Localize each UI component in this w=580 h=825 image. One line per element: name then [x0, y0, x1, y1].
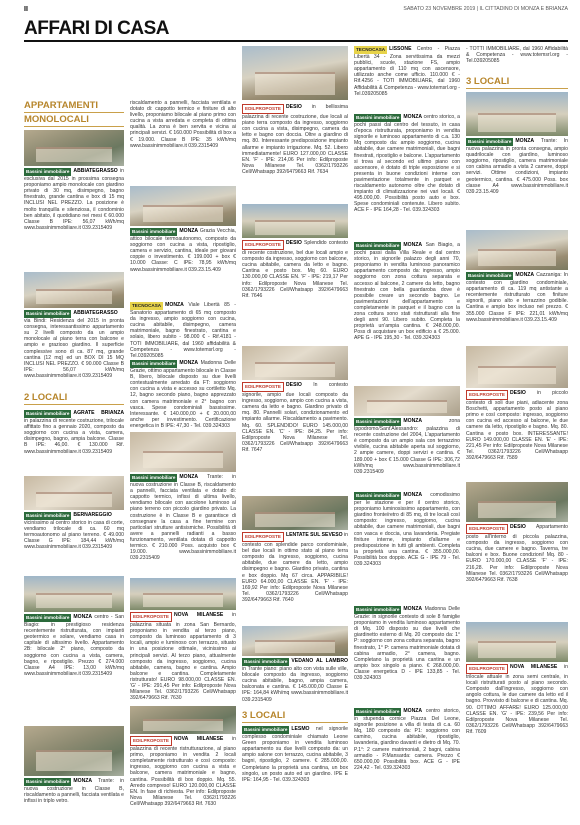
- listing-location: DESIO: [286, 382, 302, 388]
- listing-text: [242, 104, 348, 175]
- listing-body: Viale Libertà 85 - Sanatorio appartamento di 65 mq composto da ingresso, ampio soggiorno con cucina, cucina abitabile, disimpegno, camera matrimoniale, bagno finestrato, cantina e solaio, libero subito - 98.000 € - Rif.4181 - TOTI IMMOBILIARE, dal 1960 affidabilità & Competenza - www.totemsrl.org - Tel.039205085: [130, 302, 236, 359]
- listing: [466, 230, 568, 323]
- bassini-logo: Bassini immobiliare: [24, 778, 71, 786]
- bassini-logo: Bassini immobiliare: [354, 606, 401, 614]
- listing-location: AGRATE BRIANZA: [73, 410, 124, 416]
- listing: [354, 606, 460, 681]
- listing-text: [466, 664, 568, 735]
- edilproposte-logo: EDILPROPOSTE: [130, 736, 172, 746]
- listing: [130, 302, 236, 359]
- listing: [24, 726, 124, 804]
- listing-body: In contesto signorile, ampio due locali composto da ingresso, soggiorno, ampio con cucina a vista, camera da letto e bagno. Giardino privato di mq. 80. Pannelli solari, condizionamento ed impianto allarme. Riscaldamento a pavimento. Mq. 60. SPLENDIDO! EURO 145.000,00 CLASSE EN. 'C' - IPE: 84,25. Per info: Edilproposte Nova Milanese Tel. 0362/1793226 Cell/Whatsapp 392/6479663 Rif. 7647: [242, 382, 349, 453]
- section-3-locali: 3 LOCALI: [466, 76, 568, 89]
- listing: [466, 346, 568, 461]
- bassini-logo: Bassini immobiliare: [354, 418, 401, 426]
- tecnocasa-logo: TECNOCASA: [130, 302, 163, 310]
- listing-photo: [130, 706, 236, 734]
- listing-location: MONZA: [73, 778, 93, 784]
- column-3: [242, 46, 348, 818]
- listing-text: [24, 778, 124, 804]
- listing-body: in Trante piano: piano alto con vista sulle ville, bilocale composto da ingresso, soggiorno cucina abitabile, bagno, ampia camera, balconata e cantina. € 145.000,00 Classe E IPE: 164,84 kWh/mq www.bassinimmobiliare.it 039.2315409: [242, 666, 348, 703]
- listing-location: MONZA: [179, 360, 199, 366]
- listing-body: San Biagio, a pochi passi dalla Villa Reale e dal centro storico, in signorile palazzo degli anni 70, proponiamo in vendita luminoso panoramico appartamento composto da: ingresso, ampio soggiorno con zona cottura separata e accesso al balcone, 2 camere da letto, bagno finestrato con bella guardaroba dove è possibile creare un secondo bagno. Le pavimentazioni dell'appartamento e completamente in parquet e il bagno con la zona cottura sono stati ristrutturati alla fine degli anni 90. Libero subito. Completa la proprietà un'ampia cantina. € 248.000,00. Poss di acquistare un box edificio a € 25.000. APE G - IPE 195,30 - Tel. 039.324303: [354, 242, 460, 342]
- section-2-locali: 2 LOCALI: [24, 392, 124, 405]
- listing-location: MONZA: [165, 302, 184, 308]
- column-1: [24, 46, 124, 818]
- listing-photo: [466, 622, 568, 662]
- listing: [242, 726, 348, 783]
- listing-location: DESIO: [510, 524, 526, 530]
- listing-body: riscaldamento a pannelli, facciata ventilata e dotato di: cappotto termico e finiture di alto livello, proponiamo bilocale al piano primo con cucina a vista arredata e completa di ottima qualità. La zona è ben servita e vicina ai principali servizi. € 160.000 Possibilità di box a € 19.000. Classe B IPE: 35 kWh/mq www.bassinimmobiliare.it 039.2315409: [130, 100, 236, 149]
- listing: [354, 242, 460, 342]
- listing-photo: [354, 386, 460, 416]
- listing-location: DESIO: [286, 240, 302, 246]
- bassini-logo: Bassini immobiliare: [466, 272, 513, 280]
- listing-body: Centro - Piazza Libertà 34 - Zona servitissima da mezzi pubblici, scuole, stazione FS, ampio appartamento di 110 mq con ascensore, utilizzato anche come ufficio. 110.000 € - Rif.4256 - TOTI IMMOBILIARE, dal 1960 Affidabilità & Competenza - www.totemsrl.org - Tel.039205085: [354, 46, 460, 97]
- section-3-locali: 3 LOCALI: [242, 710, 348, 723]
- listing-body: in bellissima palazzina di recente costruzione, due locali al piano terra composto da ingresso, soggiorno con cucina a vista, disimpegno, camera da letto e bagno con doccia. Oltre a giardino di mq. 80. Interessante predisposizione impianto allarme e impianto irrigazione. Mq. 52. Libero immediatamente! EURO 127.000,00 CLASSE EN. 'F' - IPE: 214,06 Per info: Edilproposte Nova Milanese Tel. 0362/1793226 Cell/Whatsapp 392/6479663 Rif. 7634: [242, 104, 348, 175]
- listing-text: [354, 606, 460, 681]
- listing-text: [24, 410, 124, 455]
- listing-photo: [24, 726, 124, 776]
- listing-photo: [466, 230, 568, 270]
- listing-text: [354, 708, 460, 771]
- listing-body: nel signorile complesso condominiale chiamato Leone Green proponiamo in vendita luminoso appartamento su due livelli composto da: un ampio salone con terrazzo, cucina abitabile, 3 bagni, ripostiglio, 2 camere. € 285.000,00. Completano la proprietà una cantina, un box singolo, un posto auto ed un giardino. IPE E IPE: 164,95 - Tel. 039.324303: [242, 726, 349, 783]
- listing: [242, 46, 348, 100]
- edilproposte-logo: EDILPROPOSTE: [466, 524, 508, 534]
- listing: [242, 626, 348, 703]
- tecnocasa-logo: TECNOCASA: [354, 46, 387, 54]
- listing: [130, 100, 236, 149]
- bassini-logo: Bassini immobiliare: [354, 242, 401, 250]
- listing: [130, 706, 236, 807]
- listing-body: vicinissimo al centro storico in casa di corte, vendiamo trilocale di ca. 60 mq termoautonomo al piano terreno. € 49.000 Classe G IPE: 184,44 kWh/mq www.bassinimmobiliare.it 039.2315409: [24, 520, 124, 551]
- listing-body: centro storico, a pochi passi dal centro del tessuto, in casa d'epoca ristrutturata, proponiamo in vendita signorile e luminoso appartamento di c.a. 130 Mq composto da: ampio soggiorno, cucina abitabile, due camere matrimoniali, due bagni finestrati, ripostiglio e balcone. L'appartamento si trova al secondo ed ultimo piano con ascensore, è dotato di triple esposizione e si presenta in buone condizioni interne con pavimentazione totalmente in parquet e riscaldamento autonomo oltre che dotato di impianto di climatizzazione nei vari locali. € 495.000,00. Possibilità posto auto e box. Spese condominiali contenute. Libero subito. ACE F - IPE 164,28 - Tel. 039.324303: [354, 114, 460, 214]
- listing-photo: [242, 626, 348, 656]
- newspaper-name: IL CITTADINO DI MONZA E BRIANZA: [479, 6, 568, 12]
- listing: [130, 578, 236, 701]
- listing-body: Madonna Delle Grazie: in signorile contesto di sole 8 famiglie proponiamo in vendita luminoso appartamento di Mq. 100 disposto su due livelli che giardinetto esterno di Mq. 20 composto da: 1° P: soggiorno con zona cottura separata, bagno finestrato, 1° P: camera matrimoniale dotata di cabina armadio, 2° camera, bagno. Completano la proprietà una cantina e un ampio box singolo a piano. € 268.000,00. Classe energetica D - IPE 133,85 - Tel. 039.324303: [354, 606, 460, 682]
- listing-location: MONZA: [403, 418, 423, 424]
- listing-text: [354, 242, 460, 342]
- listing: [242, 204, 348, 299]
- listing-text: [354, 492, 460, 567]
- listing: [354, 386, 460, 475]
- listing-location: NOVA MILANESE: [174, 736, 224, 742]
- listing-text: [130, 100, 236, 149]
- listing-location: MONZA: [403, 114, 423, 120]
- listing: [24, 476, 124, 551]
- listing: [354, 492, 460, 567]
- listing-body: in contesto con splendide parco condominiale, bel due locali in ottimo stato al piano terra composto da ingresso, soggiorno, cucina abitabile, due camere da letto, ampio disimpegno e bagno. Giardino privato, cantina e box doppio. Mq 67 circa. APPARIBILE! EURO 64.000,00 CLASSE EN. 'F' - IPE: 169,92 Per info: Edilproposte Nova Milanese Tel. 0362/1793226 Cell/Whatsapp 392/6479663 Rif. 7640: [242, 532, 348, 603]
- listing-body: Trante: in nuova costruzione in Classe B, riscaldamento a pannelli, facciata ventilata e dotato di: cappotto termico, infissi di ultima livello, vendiamo bilocale con ascolone luminoso al piano terreno con piccolo giardino privato. La costruzione è in Classe B e garantisce di consegnare la casa a fine termine con particolari strutture antisismiche. Possibilità di avere a pannelli radianti a basso funzionamento, ventilata dotata di cappotto termico. € 210.000 Poss. acquisto box € 19.000. www.bassinimmobiliare.it 039.2315409: [130, 474, 236, 562]
- listing-body: comodissimo per le stazione e per il centro storico, proponiamo luminosissimo appartamento, con giardino fronte/retro di 85 mq, di tre locali così composto: ingresso, soggiorno, cucina abitabile, due camere matrimoniali, due bagni con vasca e doccia, una lavanderia. Pregiate finiture interne, impianto d'allarme e predisposizione in tutti gli ambienti. Completa la proprietà una cantina. € 355.000,00. Possibilità box doppio. ACE G - IPE 79 - Tel. 039.324303: [354, 492, 460, 568]
- listing: [354, 708, 460, 771]
- bassini-logo: Bassini immobiliare: [24, 168, 71, 176]
- listing-body: Cazzaniga: In contesto con giardino condominiale, appartamento di ca. 119 mq antistante a recentemente ristrutturato con finiture signorili, piano alto e terrazzino godibile. Cantina e ampio box incluso nel prezzo. € 355.000 Classe F IPE: 221,01 kWh/mq www.bassinimmobiliare.it 039.23.15.409: [466, 272, 568, 323]
- listing-body: Appartamento posto all'interno di piccola palazzina, composto da ingresso, soggiorno con cucina, due camere e bagno. Taverna, tre balconi e box. Buone condizioni! Mq. 80 - EURO 170.000,00 CLASSE 'F' - IPE: 216,28. Per info: Edilproposte Nova Milanese Tel. 0362/1793226 Cell/Whatsapp 392/6479663 Rif. 7638: [466, 524, 568, 583]
- listing-text: [130, 736, 236, 807]
- listing: [242, 346, 348, 453]
- listing: [242, 104, 348, 175]
- listing-body: Trante: In nuova palazzina in pronta consegna, ampio quadrilocale con giardino, luminoso soggiorno, ripostiglio, camera matrimoniale con cabina armadio a vista 2 camere, doppi servizi. Ottime condizioni, impianto geotermico, cantina. € 475.000 Poss. box classe A4 www.bassinimmobiliare.it 039.23.15.409: [466, 138, 568, 195]
- bassini-logo: Bassini immobiliare: [24, 614, 71, 622]
- listing-text: [466, 138, 568, 195]
- listing-text: [24, 512, 124, 551]
- listing-body: Grazia Vecchia, attico bilocale termoautonomo, composto da soggiorno con cucina a vista, ripostiglio, camera e servizio, cantina, ideale per giovani coppie o investimento. € 199.000 + box € 10.000 Classe: C IPE: 78,95 kWh/mq www.bassinimmobiliare.it 039.23.15.409: [130, 228, 236, 273]
- listing-location: MONZA: [179, 474, 199, 480]
- listing-body: - TOTTI IMMOBILIARE, dal 1960 Affidabilità & Competenza - www.totemsrl.org - Tel.039205085: [466, 46, 568, 65]
- bassini-logo: Bassini immobiliare: [24, 512, 71, 520]
- listing-location: DESIO: [286, 104, 302, 110]
- listing-location: LESMO: [291, 726, 310, 732]
- listing-photo: [466, 482, 568, 522]
- listing: [466, 622, 568, 735]
- listing-body: centro - San Biagio: in prestigioso residenza recentemente ristrutturata, con impianti geotermico e solare, vendiamo casa in capitale di altissimo livello. Appartamento 2B: bilocale 2° piano, composto da soggiorno con cucina a vista, camera, bagno, e ripostiglio. Prezzo € 274.000 Classe A4 IPE: 13,00 kWh/mq www.bassinimmobiliare.it 039.2315409: [24, 614, 124, 677]
- listing-location: MONZA: [403, 606, 423, 612]
- listing-location: MONZA: [179, 228, 199, 234]
- listing-body: Madonna Delle Grazie, ottimo appartamento bilocale in Classe B, libero, bilocale disposto su due livelli contestualmente arredato da FT: soggiorno con cucina a vista e accesso su cortiletto Mq. 12, bagno secondo piano, bagno apprezzato con camera matrimoniale e 2° bagno con vasca. Spese condominiali bassissime. Interessante. € 140.000,00 + € 20.000,00 anche per investimento. Certificazione energetica in B IPE: 47,30 - Tel. 039.324303: [130, 360, 236, 429]
- bassini-logo: Bassini immobiliare: [130, 360, 177, 368]
- listing: [466, 46, 568, 64]
- listing: [354, 114, 460, 214]
- listing-location: LISSONE: [389, 46, 412, 52]
- listing-text: [466, 272, 568, 323]
- listing-body: in esclusiva dal 2015 in prossima consegna proponiamo ampio monolocale con giardino privato di 30 mq, disimpegno, bagno finestrato, grande cantina e box di 15 mq INCLUSI NEL PREZZO. La posizione è molto tranquilla e silenziosa, il condominio ben abitato, il quotidiano nei mesi € 60.000 Classe B IPE: 56,07 kWh/mq www.bassinimmobiliare.it 039.2315409: [24, 168, 124, 231]
- listing-photo: [24, 576, 124, 612]
- page-body: [24, 46, 568, 818]
- bassini-logo: Bassini immobiliare: [466, 138, 513, 146]
- listing-location: MONZA: [403, 708, 423, 714]
- listing-text: [130, 228, 236, 273]
- bassini-logo: Bassini immobiliare: [354, 492, 401, 500]
- listing: [24, 130, 124, 231]
- edilproposte-logo: EDILPROPOSTE: [242, 240, 284, 250]
- listing-location: ABBIATEGRASSO: [73, 310, 118, 316]
- listing-location: MONZA: [515, 272, 535, 278]
- listing-body: centro storico, in stupenda cornice Piazza Del Leone, signorile posizione a villa di testa di c.a. 60 Mq, 180 composto da: P1: soggiorno con camino, cucina abitabile, ripostiglio, lavanderia, giardino davanti e dietro di Mq. 70. P.1°: 2 camere matrimoniali, 2 bagni, cabina armadio - P.Mansarda: camera. Prezzo € 650.000,00 Possibilità box. ACE G - IPE 224,42 - Tel. 039.324303: [354, 708, 460, 771]
- listing-photo: [130, 186, 236, 226]
- listing-text: [354, 114, 460, 214]
- listing-text: [466, 524, 568, 583]
- listing: [242, 496, 348, 603]
- header-rule: [24, 40, 568, 42]
- listing-location: MONZA: [73, 614, 93, 620]
- bassini-logo: Bassini immobiliare: [24, 310, 71, 318]
- edilproposte-logo: EDILPROPOSTE: [466, 390, 508, 400]
- listing: [466, 482, 568, 583]
- listing-location: NOVA MILANESE: [174, 612, 224, 618]
- listing-body: in trilocale attuale in zona semi centrale, in locali ristrutturati posto al piano secondo. Composto dall'ingresso, soggiorno con angolo cottura, le due camere da letto ed il bagno. Provvisto di balcone e di cantina. Mq. 90. OTTIMO AFFARE! EURO 125.000,00 CLASSE EN. 'G' - IPE: 239,56 Per info: Edilproposte Nova Milanese Tel. 0362/1793226 Cell/Whatsapp 392/6479663 Rif. 7609: [466, 664, 568, 735]
- listing-text: [24, 614, 124, 677]
- bassini-logo: Bassini immobiliare: [24, 410, 71, 418]
- listing-text: [24, 310, 124, 379]
- listing-photo: [242, 346, 348, 380]
- date: SABATO 23 NOVEMBRE 2019: [403, 6, 476, 12]
- listing-text: [354, 46, 460, 97]
- listing-location: MONZA: [403, 242, 423, 248]
- edilproposte-logo: EDILPROPOSTE: [242, 104, 284, 114]
- listing-body: zona Ippodromo/Sant'Alessandro: palazzina di recente costruzione del 2004, L'appartamento è composto da un ampio sala con terrazzino vivibile, cucina abitabile aperta sul soggiorno, 2 ampie camere, doppi servizi e cantina. € 189.000 + box € 15.000 Classe G IPE: 306,72 kWh/mq www.bassinimmobiliare.it 039.2315409: [354, 418, 460, 475]
- listing: [130, 186, 236, 273]
- listing-text: [242, 240, 348, 299]
- listing-body: Splendido contesto di recente costruzione, bel due locali ampio e composto da ingresso, soggiorno con balcone, cucina abitabile, camera da letto e bagno. Cantina e posto box. Mq 60. EURO 130.000,00 CLASSE EN. 'F' - IPE: 219,17 Per info: Edilproposte Nova Milanese Tel. 0362/1793226 Cell/Whatsapp 392/6479663 Rif. 7646: [242, 240, 348, 299]
- listing: [24, 410, 124, 455]
- listing: [354, 46, 460, 97]
- listing: [24, 576, 124, 677]
- listing-text: [242, 382, 348, 453]
- listing-text: [130, 474, 236, 561]
- listing-photo: [24, 130, 124, 166]
- bassini-logo: Bassini immobiliare: [354, 708, 401, 716]
- listing-text: [24, 168, 124, 231]
- listing: [130, 360, 236, 429]
- edilproposte-logo: EDILPROPOSTE: [242, 532, 284, 542]
- listing-body: in palazzina situata in zona San Bernardo, proponiamo in vendita al terzo piano, composto da luminoso appartamento di 3 locali, ampio e luminoso con terrazzo, situato in una posizione ottimale, vicinissimo ai principali servizi. Al terzo piano, attualmente composto da ingresso, soggiorno, cucina abitabile, camera, bagno e cantina. Ampio balcone e cantina. Completamente ristrutturato! EURO 98.000,00 CLASSE EN. 'G' - IPE: 291,45 Per info: Edilproposte Nova Milanese Tel. 0362/1793226 Cell/Whatsapp 392/6479663 Rif. 7630: [130, 612, 236, 702]
- edilproposte-logo: EDILPROPOSTE: [466, 664, 508, 674]
- listing-photo: [466, 346, 568, 388]
- page-title: AFFARI DI CASA: [24, 18, 169, 39]
- listing-location: BERNAREGGIO: [73, 512, 112, 518]
- listing-body: in piccolo contesto di soli due piani, adiacente zona Boschetti, appartamento posto al piano primo e così composto: ingresso, soggiorno con cucina ed accesso al balcone, le due camere da letto, ripostiglio e bagno. Mq. 80. Cantina e posto box. INTERESSANTE! EURO 149.000,00 CLASSE EN. 'E' - IPE: 221,45 Per info: Edilproposte Nova Milanese Tel. 0362/1793226 Cell/Whatsapp 392/6479663 Rif. 7589: [466, 390, 568, 461]
- listing: [130, 432, 236, 561]
- edilproposte-logo: EDILPROPOSTE: [130, 612, 172, 622]
- date-line: SABATO 23 NOVEMBRE 2019 | IL CITTADINO DI MONZA E BRIANZA: [403, 6, 568, 12]
- listing-body: in palazzina di recente ristrutturazione, al piano primo, proponiamo in vendita 2 locali completamente ristrutturato e così composto: ingresso, soggiorno con cucina a vista e balcone, camera matrimoniale e bagno, cantina. Possibilità di box doppio. Mq. 55. Arredo compreso! EURO 120.000,00 CLASSE EN. In fase di richiesta. Per info: Edilproposte Nova Milanese Tel. 0362/1793226 Cell/Whatsapp 392/6479663 Rif. 7630: [130, 736, 236, 807]
- column-4: [354, 46, 460, 818]
- listing-text: [130, 612, 236, 701]
- section-monolocali: MONOLOCALI: [24, 114, 124, 127]
- listing-text: [130, 360, 236, 429]
- listing-photo: [242, 496, 348, 530]
- listing-body: Trante: in nuova costruzione in Classe B, riscaldamento a pannelli, facciata ventilata e infissi in triplo vetro.: [24, 778, 124, 805]
- page-number: II: [24, 6, 28, 13]
- listing-photo: [24, 476, 124, 510]
- column-5: [466, 46, 568, 818]
- bassini-logo: Bassini immobiliare: [130, 474, 177, 482]
- listing-text: [130, 302, 236, 359]
- listing-body: via Bindi: Residenza del 2015 in pronta consegna, interessantissimo appartamento su 2 livelli composto da un ampio monolocale al piano terra con balcone e ampio e grazioso giardino. Il superficie complessive sono di ca. 87 mq, grande cantina (12 mq) ed un BOX DI 15 MQ INCLUSI NEL PREZZO. € 90.000 Classe B IPE: 56,07 kWh/mq www.bassinimmobiliare.it 039.2315409: [24, 318, 124, 379]
- listing-text: [466, 46, 568, 64]
- listing-photo: [242, 204, 348, 238]
- listing: [466, 92, 568, 195]
- listing-body: in palazzina di recente costruzione, trilocale affittato fino a gennaio 2020, composto da soggiorno con cucina a vista, camera, disimpegno, bagno, ampia balcone. Classe B IPE: 46,00. € 130.000 Rif. www.bassinimmobiliare.it 039.2315409: [24, 418, 124, 455]
- listing-text: [242, 532, 348, 603]
- listing-location: DESIO: [510, 390, 526, 396]
- listing-text: [242, 658, 348, 703]
- page-header: [24, 18, 568, 38]
- listing-photo: [130, 432, 236, 472]
- bassini-logo: Bassini immobiliare: [242, 658, 289, 666]
- listing-text: [466, 390, 568, 461]
- top-bar: [24, 6, 568, 16]
- column-2: [130, 46, 236, 818]
- listing-location: VEDANO AL LAMBRO: [291, 658, 348, 664]
- listing-location: MONZA: [515, 138, 535, 144]
- listing: [24, 272, 124, 379]
- bassini-logo: Bassini immobiliare: [354, 114, 401, 122]
- listing-location: MONZA: [403, 492, 423, 498]
- listing-photo: [466, 92, 568, 136]
- listing-photo: [24, 272, 124, 308]
- listing-photo: [242, 46, 348, 100]
- edilproposte-logo: EDILPROPOSTE: [242, 382, 284, 392]
- listing-location: ABBIATEGRASSO: [73, 168, 118, 174]
- listing-location: NOVA MILANESE: [510, 664, 558, 670]
- listing-text: [354, 418, 460, 475]
- listing-location: LENTATE SUL SEVESO: [286, 532, 343, 538]
- bassini-logo: Bassini immobiliare: [242, 726, 289, 734]
- listing-photo: [130, 578, 236, 610]
- listing-text: [242, 726, 348, 783]
- bassini-logo: Bassini immobiliare: [130, 228, 177, 236]
- section-appartamenti: APPARTAMENTI: [24, 100, 124, 113]
